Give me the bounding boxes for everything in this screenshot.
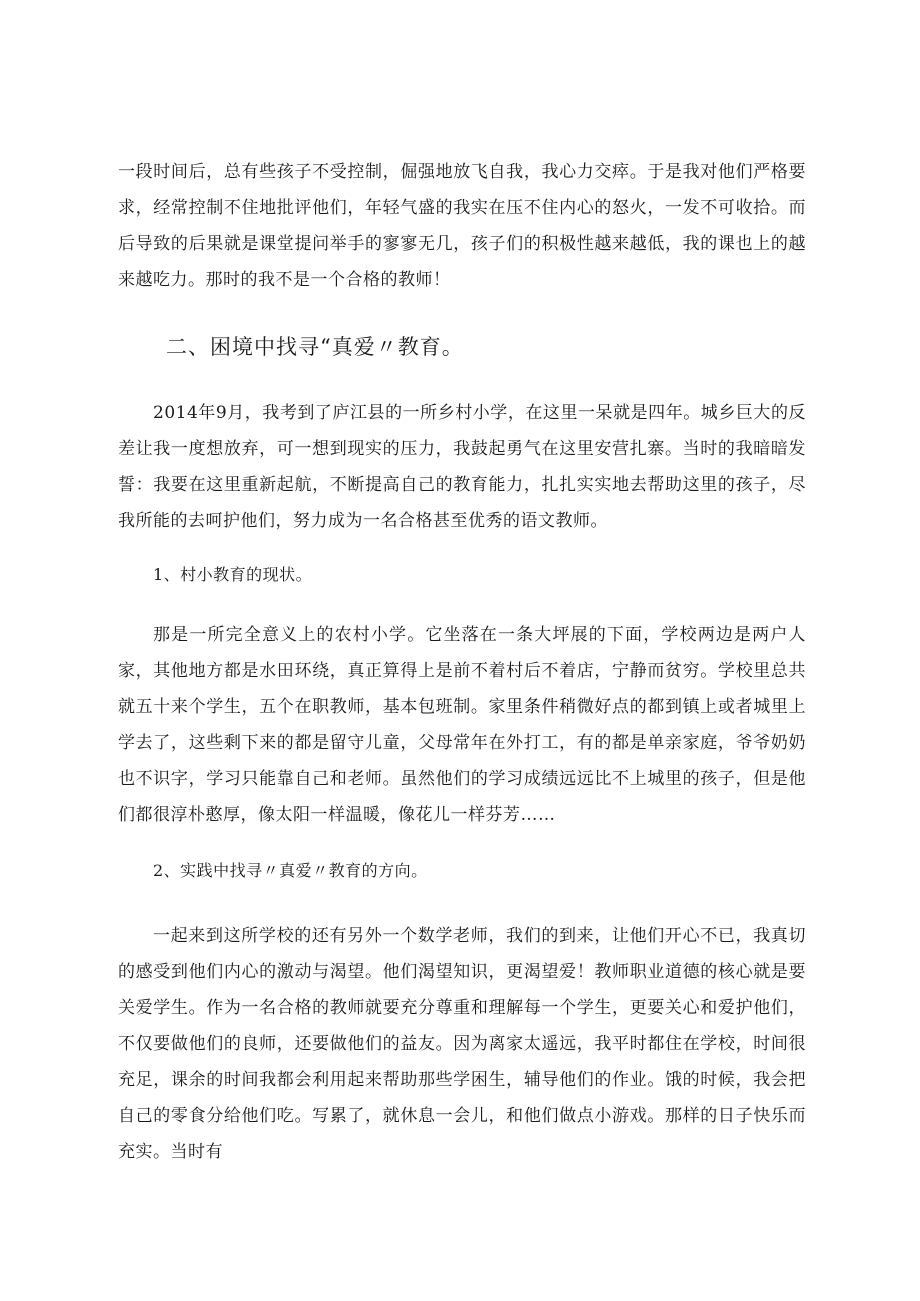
paragraph-village-school-arrival: 2014年9月，我考到了庐江县的一所乡村小学，在这里一呆就是四年。城乡巨大的反差让我一度想放弃，可一想到现实的压力，我鼓起勇气在这里安营扎寨。当时的我暗暗发誓：我要在这里重新起航，不断提高自己的教育能力，扎扎实实地去帮助这里的孩子，尽我所能的去呵护他们，努力成为一名合格甚至优秀的语文教师。 [118, 403, 806, 531]
paragraph-caring-practice: 一起来到这所学校的还有另外一个数学老师，我们的到来，让他们开心不已，我真切的感受到他们内心的激动与渴望。他们渴望知识，更渴望爱！教师职业道德的核心就是要关爱学生。作为一名合格的教师就要充分尊重和理解每一个学生，更要关心和爱护他们，不仅要做他们的良师，还要做他们的益友。因为离家太遥远，我平时都住在学校，时间很充足，课余的时间我都会利用起来帮助那些学困生，辅导他们的作业。饿的时候，我会把自己的零食分给他们吃。写累了，就休息一会儿，和他们做点小游戏。那样的日子快乐而充实。当时有 [118, 926, 806, 1162]
subheading-2: 2、实践中找寻〃真爱〃教育的方向。 [153, 861, 428, 880]
paragraph-self-reflection: 一段时间后，总有些孩子不受控制，倔强地放飞自我，我心力交瘁。于是我对他们严格要求，经常控制不住地批评他们，年轻气盛的我实在压不住内心的怒火，一发不可收拾。而后导致的后果就是课堂提问举手的寥寥无几，孩子们的积极性越来越低，我的课也上的越来越吃力。那时的我不是一个合格的教师！ [118, 162, 806, 290]
section-heading-2: 二、困境中找寻“真爱〃教育。 [166, 335, 464, 359]
subheading-1: 1、村小教育的现状。 [153, 565, 313, 584]
paragraph-school-status: 那是一所完全意义上的农村小学。它坐落在一条大坪展的下面，学校两边是两户人家，其他地方都是水田环绕，真正算得上是前不着村后不着店，宁静而贫穷。学校里总共就五十来个学生，五个在职教师，基本包班制。家里条件稍微好点的都到镇上或者城里上学去了，这些剩下来的都是留守儿童，父母常年在外打工，有的都是单亲家庭，爷爷奶奶也不识字，学习只能靠自己和老师。虽然他们的学习成绩远远比不上城里的孩子，但是他们都很淳朴憨厚，像太阳一样温暖，像花儿一样芬芳…… [118, 625, 806, 825]
